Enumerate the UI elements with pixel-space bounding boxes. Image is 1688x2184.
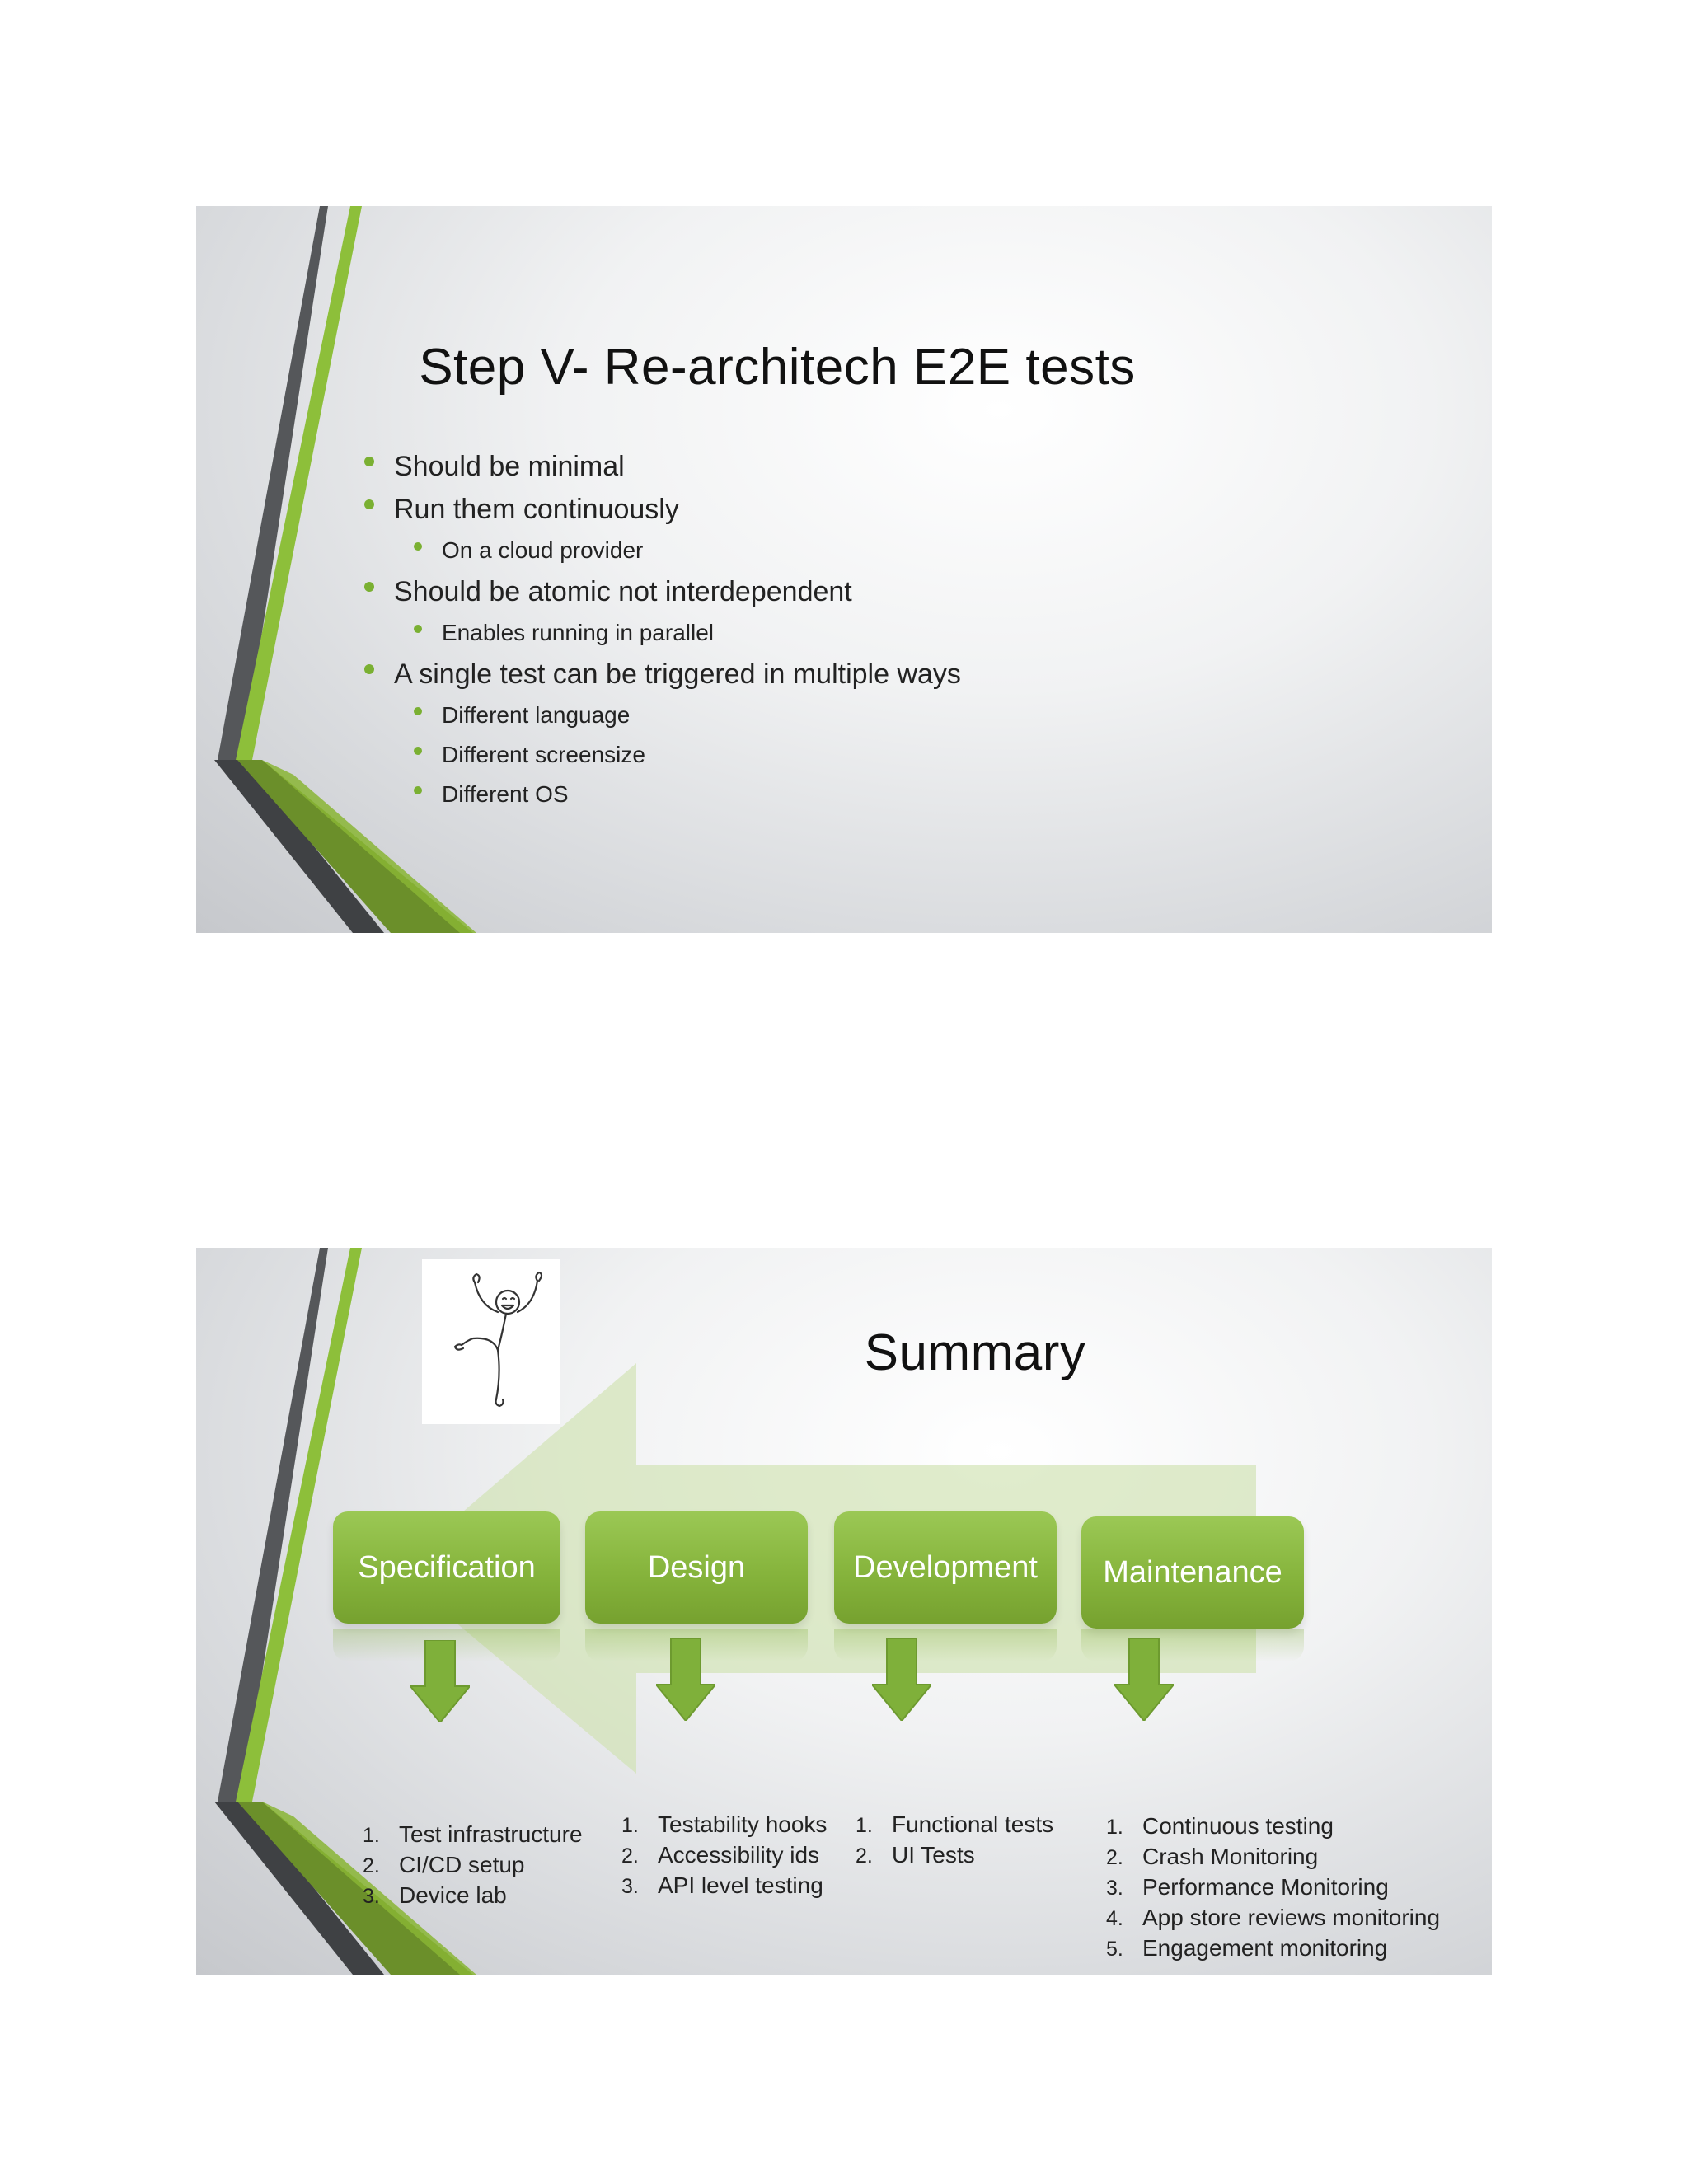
slide-title: Summary: [864, 1324, 1086, 1381]
list-item: 1. Continuous testing: [1106, 1813, 1334, 1839]
list-item: 1. Test infrastructure: [363, 1821, 583, 1847]
list-item: 4. App store reviews monitoring: [1106, 1905, 1441, 1930]
sub-bullet-item: [361, 531, 961, 570]
sub-bullet-text: On a cloud provider: [442, 537, 644, 563]
slide-1: [196, 206, 1492, 933]
sub-bullet-text: Different OS: [442, 781, 569, 807]
list-item: 2. CI/CD setup: [363, 1852, 525, 1877]
list-item: 1. Functional tests: [856, 1811, 1054, 1837]
slide-title: Step V- Re-architech E2E tests: [419, 339, 1136, 396]
sub-bullet-text: Different screensize: [442, 742, 645, 767]
design-steps: [621, 1810, 827, 1901]
slide-2: [196, 1248, 1492, 1975]
down-arrow-icon: [410, 1640, 470, 1722]
bullet-text: Run them continuously: [394, 494, 679, 525]
bullet-dot-icon: [414, 747, 422, 755]
bullet-dot-icon: [364, 582, 374, 592]
sub-bullet-item: [361, 613, 961, 653]
bullet-text: Should be atomic not interdependent: [394, 576, 852, 607]
sub-bullet-text: Different language: [442, 702, 631, 728]
list-item: 5. Engagement monitoring: [1106, 1935, 1388, 1961]
bullet-item: [361, 445, 961, 488]
list-item: 3. Device lab: [363, 1882, 507, 1908]
bullet-item: [361, 488, 961, 531]
maintenance-steps: [1106, 1811, 1440, 1964]
bullet-item: [361, 570, 961, 613]
phase-reflection: [834, 1629, 1057, 1661]
sub-bullet-item: [361, 696, 961, 735]
bullet-dot-icon: [414, 786, 422, 794]
list-item: 3. API level testing: [621, 1872, 823, 1898]
bullet-text: A single test can be triggered in multiple ways: [394, 658, 961, 690]
bullet-dot-icon: [414, 542, 422, 551]
bullet-dot-icon: [364, 457, 374, 466]
bullet-dot-icon: [364, 664, 374, 674]
bullet-list: [361, 445, 961, 814]
list-item: 2. Accessibility ids: [621, 1842, 820, 1868]
sub-bullet-item: [361, 775, 961, 814]
down-arrow-icon: [656, 1638, 715, 1721]
bullet-item: [361, 653, 961, 696]
down-arrow-icon: [872, 1638, 931, 1721]
sub-bullet-item: [361, 735, 961, 775]
bullet-text: Should be minimal: [394, 451, 625, 482]
specification-steps: [363, 1820, 583, 1911]
down-arrow-icon: [1114, 1638, 1174, 1721]
phase-specification: Specification: [333, 1511, 560, 1624]
phase-maintenance: Maintenance: [1081, 1516, 1304, 1629]
list-item: 2. Crash Monitoring: [1106, 1844, 1319, 1869]
bullet-dot-icon: [414, 707, 422, 715]
list-item: 2. UI Tests: [856, 1842, 975, 1868]
list-item: 3. Performance Monitoring: [1106, 1874, 1389, 1900]
sub-bullet-text: Enables running in parallel: [442, 620, 714, 645]
development-steps: [856, 1810, 1053, 1871]
phase-design: Design: [585, 1511, 808, 1624]
list-item: 1. Testability hooks: [621, 1811, 828, 1837]
bullet-dot-icon: [364, 499, 374, 509]
bullet-dot-icon: [414, 625, 422, 633]
phase-development: Development: [834, 1511, 1057, 1624]
